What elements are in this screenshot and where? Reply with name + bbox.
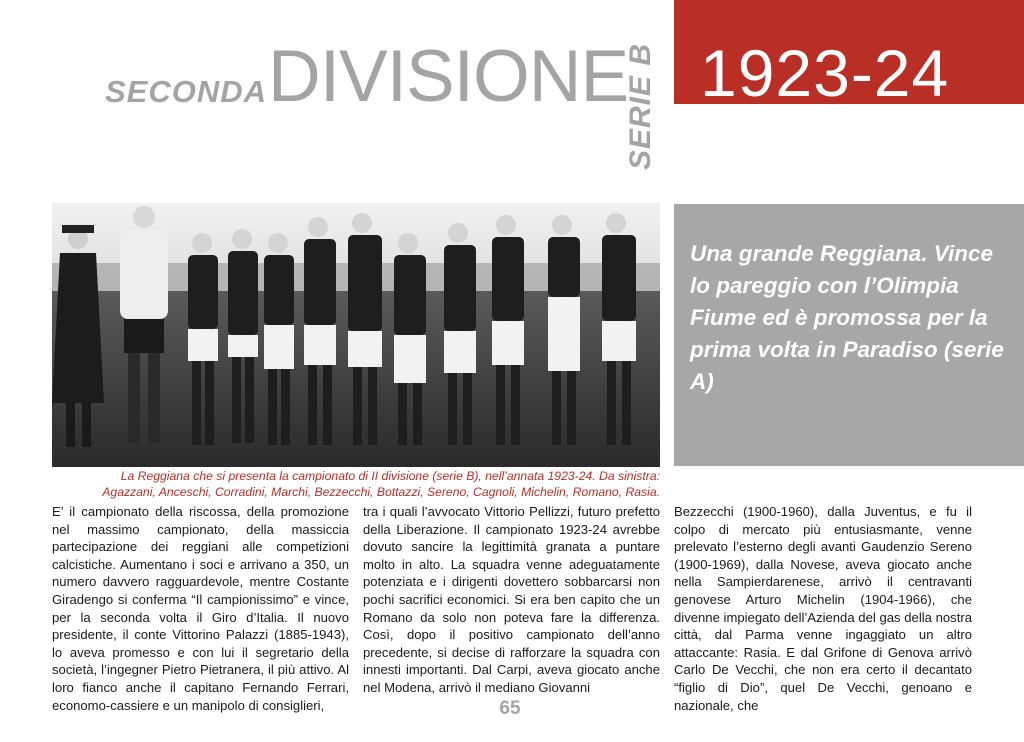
- body-column-3: Bezzecchi (1900-1960), dalla Juventus, e fu il colpo di mercato più entusiasmante, venne prelevato l’esterno degli avanti Gaudenzio Sereno (1900-1969), dalla Novese, aveva giocato anche nella Sampierdarenese, arrivò il centravanti genovese Arturo Michelin (1904-1966), che divenne impiegato dell’Azienda del gas della nostra città, dal Parma venne ingaggiato un altro attaccante: Rasia. E dal Grifone di Genova arrivò Carlo De Vecchi, che non era certo il decantato “figlio di Dio”, quel De Vecchi, genoano e nazionale, che: [674, 504, 972, 713]
- season-year: 1923-24: [700, 36, 950, 110]
- title-divisione: DIVISIONE: [268, 36, 629, 117]
- team-photo-icon: [52, 203, 660, 467]
- caption-line-2: Agazzani, Anceschi, Corradini, Marchi, Bezzecchi, Bottazzi, Sereno, Cagnoli, Michelin, Romano, Rasia.: [102, 485, 660, 499]
- article-headline: Una grande Reggiana. Vince lo pareggio con l’Olimpia Fiume ed è promossa per la prima volta in Paradiso (serie A): [690, 241, 1004, 394]
- title-serie-b: SERIE B: [624, 42, 657, 170]
- team-photo: [52, 203, 660, 467]
- photo-caption: [52, 468, 660, 500]
- title-seconda: SECONDA: [105, 74, 268, 109]
- body-column-1: E’ il campionato della riscossa, della promozione nel massimo campionato, della massiccia partecipazione dei reggiani alle competizioni calcistiche. Aumentano i soci e arrivano a 350, un numero davvero ragguardevole, mentre Costante Giradengo si conferma “Il campionissimo” e vince, per la seconda volta il Giro d’Italia. Il nuovo presidente, il conte Vittorino Palazzi (1885-1943), lo aveva promesso e con lui il segretario della società, l’ingegner Pietro Pietranera, il più attivo. Al loro fianco anche il capitano Fernando Ferrari, economo-cassiere e un manipolo di consiglieri,: [52, 504, 349, 713]
- body-column-2: tra i quali l’avvocato Vittorio Pellizzi, futuro prefetto della Liberazione. Il campionato 1923-24 avrebbe dovuto sancire la legittimità granata a puntare molto in alto. La squadra venne adeguatamente potenziata e i dirigenti dovettero sobbarcarsi non pochi sacrifici economici. Si era ben capito che un Romano da solo non poteva fare la differenza. Così, dopo il positivo campionato dell’anno precedente, si decise di rafforzare la squadra con innesti importanti. Dal Carpi, aveva giocato anche nel Modena, arrivò il mediano Giovanni: [363, 504, 660, 695]
- page-number: 65: [499, 698, 521, 719]
- caption-line-1: La Reggiana che si presenta la campionato di II divisione (serie B), nell’annata 1923-24. Da sinistra:: [120, 469, 660, 483]
